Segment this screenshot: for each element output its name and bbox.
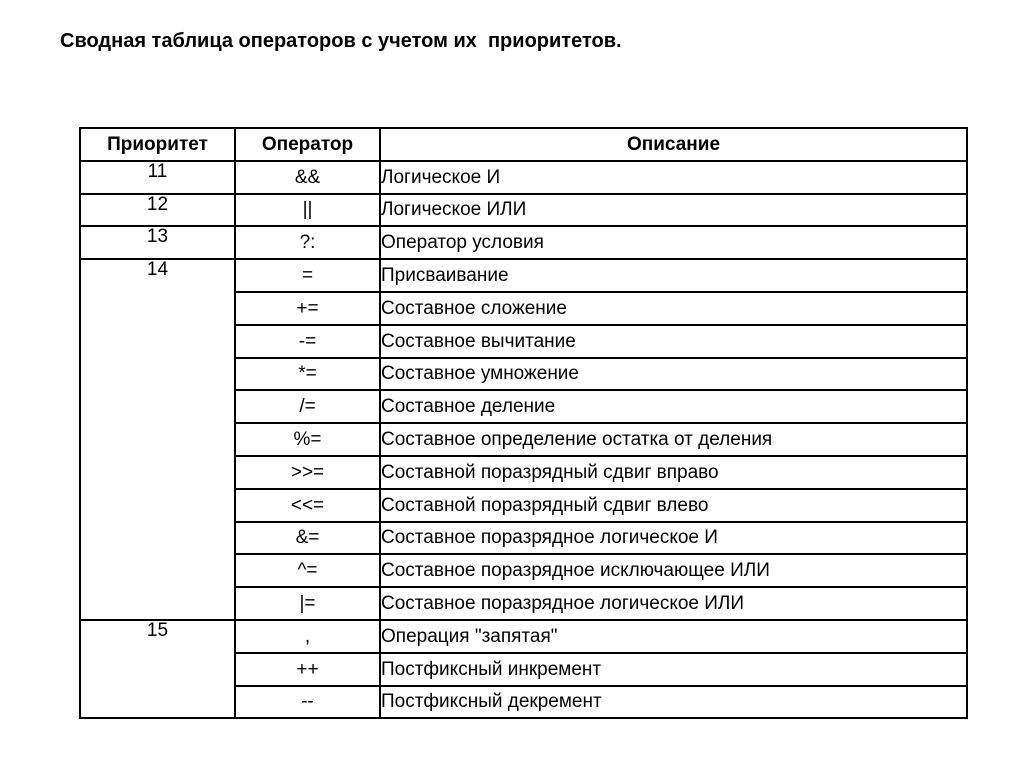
priority-cell — [80, 686, 235, 719]
operator-cell: = — [235, 259, 380, 292]
description-cell: Составное вычитание — [380, 325, 967, 358]
description-cell: Составное сложение — [380, 292, 967, 325]
description-cell: Операция "запятая" — [380, 620, 967, 653]
table-row — [80, 390, 967, 423]
priority-cell: 13 — [80, 226, 235, 259]
operator-cell: %= — [235, 423, 380, 456]
description-cell: Составное поразрядное логическое ИЛИ — [380, 587, 967, 620]
table-row — [80, 325, 967, 358]
description-cell: Составное поразрядное логическое И — [380, 522, 967, 555]
operator-cell: , — [235, 620, 380, 653]
priority-cell: 15 — [80, 620, 235, 653]
table-header-row — [80, 128, 967, 161]
operator-cell: /= — [235, 390, 380, 423]
priority-cell — [80, 554, 235, 587]
operator-cell: |= — [235, 587, 380, 620]
header-operator: Оператор — [235, 128, 380, 161]
table-row — [80, 620, 967, 653]
table-row — [80, 522, 967, 555]
priority-cell — [80, 390, 235, 423]
operator-cell: += — [235, 292, 380, 325]
priority-cell — [80, 325, 235, 358]
description-cell: Составное определение остатка от деления — [380, 423, 967, 456]
description-cell: Присваивание — [380, 259, 967, 292]
description-cell: Логическое ИЛИ — [380, 194, 967, 227]
description-cell: Оператор условия — [380, 226, 967, 259]
header-priority: Приоритет — [80, 128, 235, 161]
priority-cell: 14 — [80, 259, 235, 292]
description-cell: Составное деление — [380, 390, 967, 423]
table-row — [80, 259, 967, 292]
operator-cell: ++ — [235, 653, 380, 686]
priority-cell — [80, 489, 235, 522]
operator-cell: -= — [235, 325, 380, 358]
table-row — [80, 456, 967, 489]
operator-cell: && — [235, 161, 380, 194]
operator-cell: *= — [235, 358, 380, 391]
priority-cell — [80, 423, 235, 456]
description-cell: Постфиксный декремент — [380, 686, 967, 719]
table-row — [80, 653, 967, 686]
priority-cell: 11 — [80, 161, 235, 194]
table-row — [80, 587, 967, 620]
priority-cell — [80, 587, 235, 620]
table-row — [80, 161, 967, 194]
priority-cell — [80, 358, 235, 391]
table-row — [80, 554, 967, 587]
operator-cell: -- — [235, 686, 380, 719]
operators-table — [79, 127, 968, 719]
priority-cell — [80, 522, 235, 555]
table-row — [80, 686, 967, 719]
operator-cell: ?: — [235, 226, 380, 259]
header-description: Описание — [380, 128, 967, 161]
table-row — [80, 423, 967, 456]
description-cell: Составной поразрядный сдвиг влево — [380, 489, 967, 522]
operator-cell: &= — [235, 522, 380, 555]
table-row — [80, 358, 967, 391]
priority-cell — [80, 456, 235, 489]
table-row — [80, 292, 967, 325]
operator-cell: || — [235, 194, 380, 227]
table-row — [80, 489, 967, 522]
description-cell: Составное умножение — [380, 358, 967, 391]
description-cell: Составной поразрядный сдвиг вправо — [380, 456, 967, 489]
operator-cell: >>= — [235, 456, 380, 489]
priority-cell: 12 — [80, 194, 235, 227]
page-title: Сводная таблица операторов с учетом их приоритетов. — [60, 30, 622, 52]
table-row — [80, 226, 967, 259]
description-cell: Логическое И — [380, 161, 967, 194]
priority-cell — [80, 653, 235, 686]
table-row — [80, 194, 967, 227]
description-cell: Постфиксный инкремент — [380, 653, 967, 686]
operator-cell: ^= — [235, 554, 380, 587]
priority-cell — [80, 292, 235, 325]
operator-cell: <<= — [235, 489, 380, 522]
description-cell: Составное поразрядное исключающее ИЛИ — [380, 554, 967, 587]
